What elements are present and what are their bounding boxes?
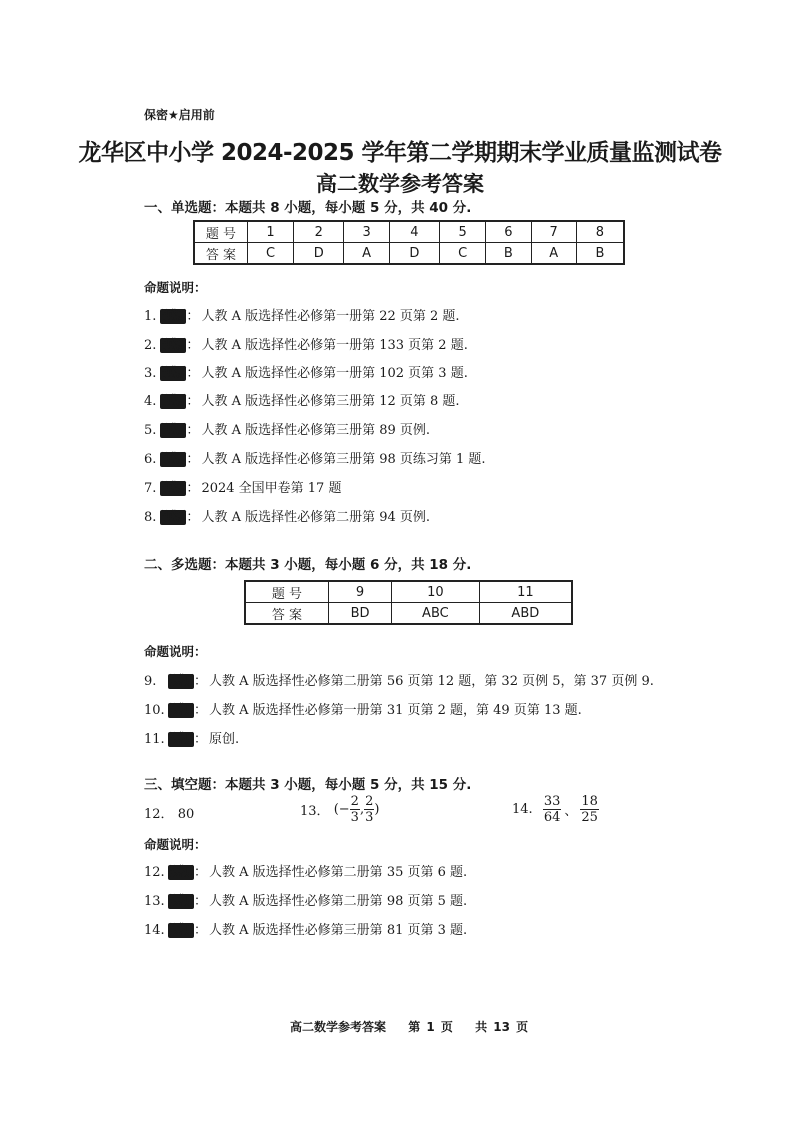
source-label: 题源 xyxy=(161,452,186,467)
answer-cell: C xyxy=(248,243,294,265)
question-cell: 2 xyxy=(294,221,344,243)
note-number: 12. xyxy=(144,865,165,880)
answer-cell: A xyxy=(531,243,576,265)
note-text: 人教 A 版选择性必修第一册第 22 页第 2 题. xyxy=(201,309,460,324)
answer-row xyxy=(194,243,624,265)
note-item: 2. 题源： 人教 A 版选择性必修第一册第 133 页第 2 题. xyxy=(144,338,468,353)
note-number: 9. xyxy=(144,674,157,689)
note-number: 11. xyxy=(144,732,165,747)
exam-title: 龙华区中小学 2024-2025 学年第二学期期末学业质量监测试卷 xyxy=(78,140,722,166)
section2-heading: 二、多选题：本题共 3 小题，每小题 6 分，共 18 分. xyxy=(144,557,472,573)
page-total: 共 13 页 xyxy=(475,1020,529,1034)
confidential-label: 保密★启用前 xyxy=(144,108,215,122)
question-number: 14. xyxy=(512,802,533,817)
question-cell: 5 xyxy=(440,221,486,243)
document-subtitle: 高二数学参考答案 xyxy=(316,172,484,196)
note-number: 13. xyxy=(144,894,165,909)
fraction xyxy=(364,794,374,825)
section1-heading: 一、单选题：本题共 8 小题，每小题 5 分，共 40 分. xyxy=(144,200,472,216)
answer-cell: C xyxy=(440,243,486,265)
question-number: 12． xyxy=(144,807,174,822)
numerator: 2 xyxy=(350,794,359,809)
denominator: 64 xyxy=(543,810,561,825)
source-label: 题源 xyxy=(161,309,186,324)
question-number: 13． xyxy=(300,804,330,819)
separator: , xyxy=(359,802,365,817)
note-text: 人教 A 版选择性必修第一册第 102 页第 3 题. xyxy=(201,366,468,381)
footer-doc-name: 高二数学参考答案 xyxy=(290,1020,387,1034)
note-number: 8. xyxy=(144,510,157,525)
note-text: 人教 A 版选择性必修第二册第 94 页例. xyxy=(201,510,431,525)
note-text: 人教 A 版选择性必修第三册第 98 页练习第 1 题. xyxy=(201,452,486,467)
note-item: 6. 题源： 人教 A 版选择性必修第三册第 98 页练习第 1 题. xyxy=(144,452,486,467)
note-item: 4. 题源： 人教 A 版选择性必修第三册第 12 页第 8 题. xyxy=(144,394,460,409)
fraction xyxy=(543,794,562,825)
answer-q12 xyxy=(144,803,194,822)
question-cell: 10 xyxy=(392,581,480,603)
row-label: 答 案 xyxy=(194,243,248,265)
source-label: 题源 xyxy=(169,674,194,689)
answer-cell: D xyxy=(294,243,344,265)
note-text: 人教 A 版选择性必修第三册第 81 页第 3 题. xyxy=(209,923,468,938)
answer-cell: B xyxy=(486,243,531,265)
note-item: 10. 题源： 人教 A 版选择性必修第一册第 31 页第 2 题，第 49 页第 13 题. xyxy=(144,703,582,718)
source-label: 题源 xyxy=(161,366,186,381)
note-number: 5. xyxy=(144,423,157,438)
note-text: 人教 A 版选择性必修第三册第 89 页例. xyxy=(201,423,431,438)
note-item: 3. 题源： 人教 A 版选择性必修第一册第 102 页第 3 题. xyxy=(144,366,468,381)
source-label: 题源 xyxy=(169,732,194,747)
source-label: 题源 xyxy=(169,865,194,880)
note-text: 原创. xyxy=(209,732,240,747)
answer-cell: BD xyxy=(329,603,392,625)
note-number: 6. xyxy=(144,452,157,467)
fraction xyxy=(350,794,360,825)
note-item: 11. 题源： 原创. xyxy=(144,732,240,747)
question-cell: 6 xyxy=(486,221,531,243)
note-number: 1. xyxy=(144,309,157,324)
page-number: 第 1 页 xyxy=(408,1020,453,1034)
note-number: 4. xyxy=(144,394,157,409)
note-number: 14. xyxy=(144,923,165,938)
question-cell: 1 xyxy=(248,221,294,243)
note-item: 5. 题源： 人教 A 版选择性必修第三册第 89 页例. xyxy=(144,423,431,438)
source-label: 题源 xyxy=(161,338,186,353)
note-item: 13. 题源： 人教 A 版选择性必修第二册第 98 页第 5 题. xyxy=(144,894,468,909)
source-label: 题源 xyxy=(169,923,194,938)
note-item: 7. 题源： 2024 全国甲卷第 17 题 xyxy=(144,481,342,496)
note-text: 人教 A 版选择性必修第一册第 133 页第 2 题. xyxy=(201,338,468,353)
separator: 、 xyxy=(564,804,578,819)
interval-open: (− xyxy=(333,802,350,817)
numerator: 33 xyxy=(543,794,561,809)
question-number-row xyxy=(194,221,624,243)
section1-notes-heading: 命题说明： xyxy=(144,280,207,295)
denominator: 3 xyxy=(365,810,374,825)
source-label: 题源 xyxy=(169,703,194,718)
row-label: 题 号 xyxy=(194,221,248,243)
section2-notes-heading: 命题说明： xyxy=(144,644,207,659)
question-cell: 9 xyxy=(329,581,392,603)
note-number: 2. xyxy=(144,338,157,353)
source-label: 题源 xyxy=(161,423,186,438)
note-item: 12. 题源： 人教 A 版选择性必修第二册第 35 页第 6 题. xyxy=(144,865,468,880)
answer-row xyxy=(245,603,572,625)
note-text: 2024 全国甲卷第 17 题 xyxy=(201,481,342,496)
source-label: 题源 xyxy=(169,894,194,909)
answer-cell: A xyxy=(344,243,389,265)
source-label: 题源 xyxy=(161,510,186,525)
numerator: 2 xyxy=(365,794,374,809)
row-label: 答 案 xyxy=(245,603,329,625)
denominator: 25 xyxy=(581,810,598,825)
note-item: 9. 题源： 人教 A 版选择性必修第二册第 56 页第 12 题，第 32 页例 5，第 37 页例 9. xyxy=(144,674,654,689)
answer-q13 xyxy=(300,794,379,825)
question-cell: 4 xyxy=(389,221,439,243)
section3-heading: 三、填空题：本题共 3 小题，每小题 5 分，共 15 分. xyxy=(144,777,472,793)
answer-cell: D xyxy=(389,243,439,265)
page-footer xyxy=(290,1018,544,1035)
note-number: 3. xyxy=(144,366,157,381)
question-cell: 8 xyxy=(576,221,624,243)
answer-cell: ABD xyxy=(479,603,572,625)
multiple-choice-answer-table xyxy=(244,580,573,625)
answer-cell: B xyxy=(576,243,624,265)
note-text: 人教 A 版选择性必修第二册第 98 页第 5 题. xyxy=(209,894,468,909)
source-label: 题源 xyxy=(161,394,186,409)
answer-q14 xyxy=(512,794,599,825)
note-text: 人教 A 版选择性必修第二册第 35 页第 6 题. xyxy=(209,865,468,880)
row-label: 题 号 xyxy=(245,581,329,603)
note-item: 14. 题源： 人教 A 版选择性必修第三册第 81 页第 3 题. xyxy=(144,923,468,938)
question-cell: 11 xyxy=(479,581,572,603)
note-text: 人教 A 版选择性必修第二册第 56 页第 12 题，第 32 页例 5，第 37 页例 9. xyxy=(209,674,654,689)
answer-cell: ABC xyxy=(392,603,480,625)
question-cell: 3 xyxy=(344,221,389,243)
note-item: 1. 题源： 人教 A 版选择性必修第一册第 22 页第 2 题. xyxy=(144,309,460,324)
question-number-row xyxy=(245,581,572,603)
question-cell: 7 xyxy=(531,221,576,243)
note-number: 7. xyxy=(144,481,157,496)
note-number: 10. xyxy=(144,703,165,718)
note-item: 8. 题源： 人教 A 版选择性必修第二册第 94 页例. xyxy=(144,510,431,525)
note-text: 人教 A 版选择性必修第三册第 12 页第 8 题. xyxy=(201,394,460,409)
numerator: 18 xyxy=(581,794,598,809)
note-text: 人教 A 版选择性必修第一册第 31 页第 2 题，第 49 页第 13 题. xyxy=(209,703,582,718)
interval-close: ) xyxy=(374,802,380,817)
source-label: 题源 xyxy=(161,481,186,496)
denominator: 3 xyxy=(350,810,359,825)
fraction xyxy=(580,794,599,825)
section3-notes-heading: 命题说明： xyxy=(144,837,207,852)
single-choice-answer-table xyxy=(193,220,625,265)
answer-value: 80 xyxy=(177,807,195,822)
